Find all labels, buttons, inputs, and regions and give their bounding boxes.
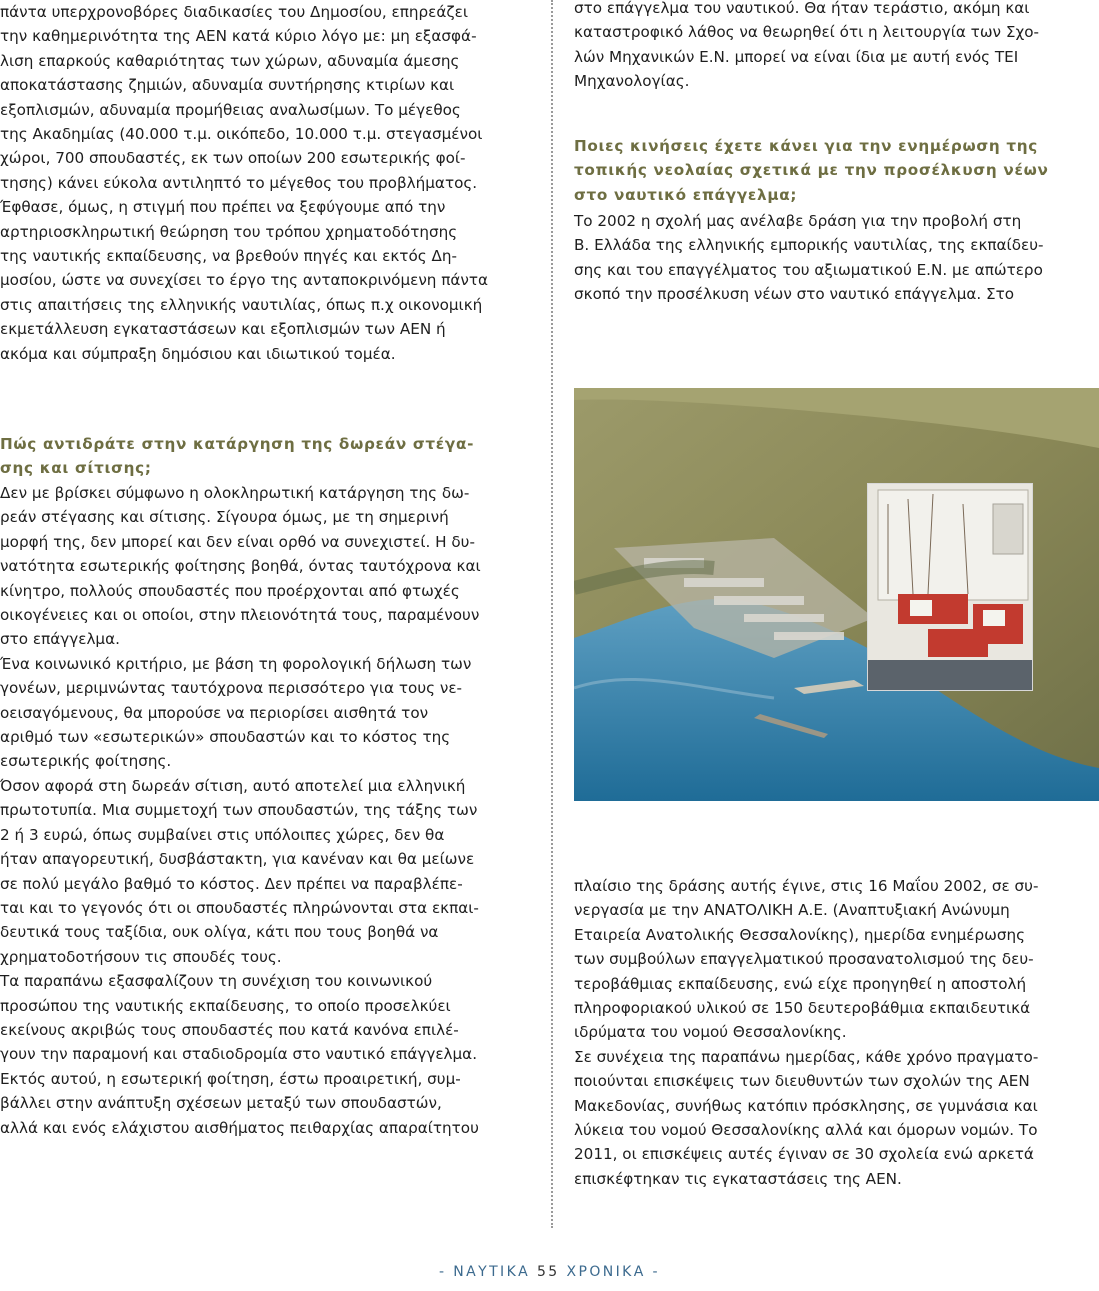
right-paragraph-answer: Το 2002 η σχολή μας ανέλαβε δράση για την προβολή στη Β. Ελλάδα της ελληνικής εμπορικής ναυτιλίας, της εκπαίδευ- σης και του επαγγέλματος του αξιωματικού Ε.Ν. με απώτερο σκοπό την προσέλκυση νέων στο ναυτικό επάγγελμα. Στο	[574, 212, 1044, 304]
right-paragraph-continued: στο επάγγελμα του ναυτικού. Θα ήταν τεράστιο, ακόμη και καταστροφικό λάθος να θεωρηθεί ότι η λειτουργία των Σχο- λών Μηχανικών Ε.Ν. μπορεί να είναι ίδια με αυτή ενός ΤΕΙ Μηχανολογίας.	[574, 0, 1039, 91]
right-paragraph-events: πλαίσιο της δράσης αυτής έγινε, στις 16 Μαΐου 2002, σε συ- νεργασία με την ΑΝΑΤΟΛΙΚΗ Α.Ε. (Αναπτυξιακή Ανώνυμη Εταιρεία Ανατολικής Θεσσαλονίκης), ημερίδα ενημέρωσης των συμβούλων επαγγελματικού προσανατολισμού της δευ- τεροβάθμιας εκπαίδευσης, ενώ είχε προηγηθεί η αποστολή πληροφοριακού υλικού σε 150 δευτεροβάθμια εκπαιδευτικά ιδρύματα του νομού Θεσσαλονίκης. Σε συνέχεια της παραπάνω ημερίδας, κάθε χρόνο πραγματο- ποιούνται επισκέψεις των διευθυντών των σχολών της ΑΕΝ Μακεδονίας, συνήθως κατόπιν πρόσκλησης, σε γυμνάσια και λύκεια του νομού Θεσσαλονίκης αλλά και όμορων νομών. Το 2011, οι επισκέψεις αυτές έγιναν σε 30 σχολεία ενώ αρκετά επισκέφτηκαν τις εγκαταστάσεις της ΑΕΝ.	[574, 877, 1039, 1188]
page-footer	[0, 1264, 1099, 1280]
left-question-heading: Πώς αντιδράτε στην κατάργηση της δωρεάν στέγα- σης και σίτισης;	[0, 435, 475, 478]
footer-magazine-left: - ΝΑΥΤΙΚΑ	[438, 1264, 531, 1280]
right-question-heading: Ποιες κινήσεις έχετε κάνει για την ενημέρωση της τοπικής νεολαίας σχετικά με την προσέλκυση νέων στο ναυτικό επάγγελμα;	[574, 137, 1049, 204]
left-paragraph-intro: πάντα υπερχρονοβόρες διαδικασίες του Δημοσίου, επηρεάζει την καθημερινότητα της ΑΕΝ κατά κύριο λόγο με: μη εξασφά- λιση επαρκούς καθαριότητας των χώρων, αδυναμία άμεσης αποκατάστασης ζημιών, αδυναμία συντήρησης κτιρίων και εξοπλισμών, αδυναμία προμήθειας αναλωσίμων. Το μέγεθος της Ακαδημίας (40.000 τ.μ. οικόπεδο, 10.000 τ.μ. στεγασμένοι χώροι, 700 σπουδαστές, εκ των οποίων 200 εσωτερικής φοί- τησης) κάνει εύκολα αντιληπτό το μέγεθος του προβλήματος. Έφθασε, όμως, η στιγμή που πρέπει να ξεφύγουμε από την αρτηριοσκληρωτική θεώρηση του τρόπου χρηματοδότησης της ναυτικής εκπαίδευσης, να βρεθούν πηγές και εκτός Δη- μοσίου, ώστε να συνεχίσει το έργο της ανταποκρινόμενη πάντα στις απαιτήσεις της ελληνικής ναυτιλίας, όπως π.χ οικονομική εκμετάλλευση εγκαταστάσεων και εξοπλισμών των ΑΕΝ ή ακόμα και σύμπραξη δημόσιου και ιδιωτικού τομέα.	[0, 3, 489, 363]
column-divider	[551, 0, 553, 1228]
left-paragraph-answer: Δεν με βρίσκει σύμφωνο η ολοκληρωτική κατάργηση της δω- ρεάν στέγασης και σίτισης. Σίγουρα όμως, με τη σημερινή μορφή της, δεν μπορεί και δεν είναι ορθό να συνεχιστεί. Η δυ- νατότητα εσωτερικής φοίτησης βοηθά, όντας ταυτόχρονα και κίνητρο, πολλούς σπουδαστές που προέρχονται από φτωχές οικογένειες και οι οποίοι, στην πλειονότητά τους, παραμένουν στο επάγγελμα. Ένα κοινωνικό κριτήριο, με βάση τη φορολογική δήλωση των γονέων, μεριμνώντας ταυτόχρονα περισσότερο για τους νε- οεισαγόμενους, θα μπορούσε να περιορίσει αισθητά τον αριθμό των «εσωτερικών» σπουδαστών και το κόστος της εσωτερικής φοίτησης. Όσον αφορά στη δωρεάν σίτιση, αυτό αποτελεί μια ελληνική πρωτοτυπία. Μια συμμετοχή των σπουδαστών, της τάξης των 2 ή 3 ευρώ, όπως συμβαίνει στις υπόλοιπες χώρες, δεν θα ήταν απαγορευτική, δυσβάστακτη, για κανέναν και θα μείωνε σε πολύ μεγάλο βαθμό το κόστος. Δεν πρέπει να παραβλέπε- ται και το γεγονός ότι οι σπουδαστές πληρώνονται στα εκπαι- δευτικά τους ταξίδια, ουκ ολίγα, κάτι που τους βοηθά να χρηματοδοτήσουν τις σπουδές τους. Τα παραπάνω εξασφαλίζουν τη συνέχιση του κοινωνικού προσώπου της ναυτικής εκπαίδευσης, το οποίο προσελκύει εκείνους ακριβώς τους σπουδαστές που κατά κανόνα επιλέ- γουν την παραμονή και σταδιοδρομία στο ναυτικό επάγγελμα. Εκτός αυτού, η εσωτερική φοίτηση, έστω προαιρετική, συμ- βάλλει στην ανάπτυξη σχέσεων μεταξύ των σπουδαστών, αλλά και ενός ελάχιστου αισθήματος πειθαρχίας απαραίτητου	[0, 484, 481, 1137]
page-number: 55	[537, 1264, 560, 1280]
footer-magazine-right: ΧΡΟΝΙΚΑ -	[566, 1264, 660, 1280]
lab-equipment-photo	[867, 483, 1033, 691]
